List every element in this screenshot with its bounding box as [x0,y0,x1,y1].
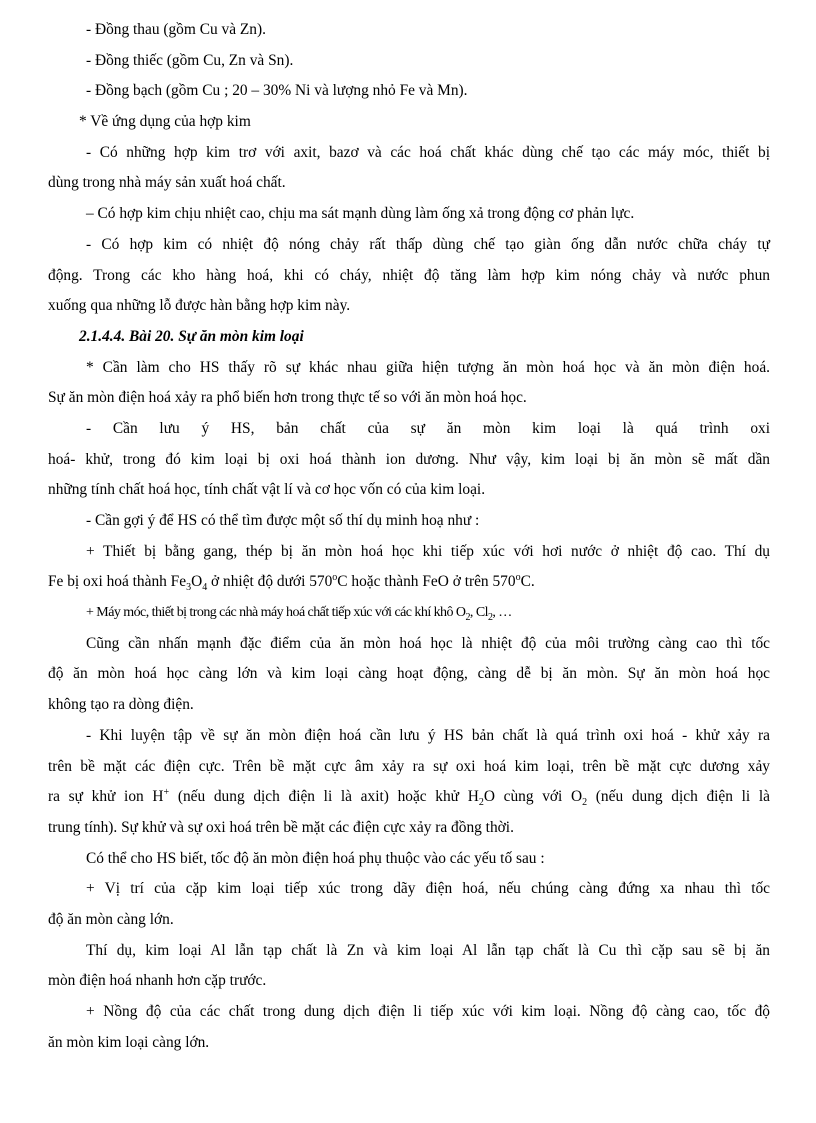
text-run: + Máy móc, thiết bị trong các nhà máy hoá chất tiếp xúc với các khí khô O [86,605,466,621]
paragraph-line: Thí dụ, kim loại Al lẫn tạp chất là Zn và kim loại Al lẫn tạp chất là Cu thì cặp sau sẽ bị ăn [86,941,770,959]
text-run: (nếu dung dịch điện li là [587,788,770,806]
subscript: 2 [582,797,588,809]
alloy-bronze-line: - Đồng thiếc (gồm Cu, Zn và Sn). [86,51,294,69]
text-run: , … [492,605,512,621]
paragraph-line: - Khi luyện tập về sự ăn mòn điện hoá cần lưu ý HS bản chất là quá trình oxi hoá - khử xảy ra [86,726,770,744]
superscript: o [332,572,338,584]
paragraph-line: trên bề mặt các điện cực. Trên bề mặt cực âm xảy ra sự oxi hoá kim loại, trên bề mặt cực dương xảy [48,757,770,775]
paragraph-line: Sự ăn mòn điện hoá xảy ra phổ biến hơn trong thực tế so với ăn mòn hoá học. [48,389,527,407]
paragraph-line: động. Trong các kho hàng hoá, khi có cháy, nhiệt độ tăng làm hợp kim nóng chảy và nước phun [48,266,770,284]
alloy-applications-heading: * Về ứng dụng của hợp kim [79,113,251,131]
paragraph-line: Cũng cần nhấn mạnh đặc điểm của ăn mòn hoá học là nhiệt độ của môi trường càng cao thì tốc [86,634,770,652]
paragraph-line: dùng trong nhà máy sản xuất hoá chất. [48,174,286,192]
paragraph-line: Có thể cho HS biết, tốc độ ăn mòn điện hoá phụ thuộc vào các yếu tố sau : [86,849,545,867]
paragraph-line: + Nồng độ của các chất trong dung dịch điện li tiếp xúc với kim loại. Nồng độ càng cao, tốc độ [86,1003,770,1020]
paragraph-line: mòn điện hoá nhanh hơn cặp trước. [48,972,267,990]
text-run: C hoặc thành FeO ở trên 570 [337,573,516,591]
superscript: + [163,787,170,799]
subscript: 4 [202,582,208,594]
subscript: 2 [465,611,470,623]
text-run: O cùng với O [483,788,583,806]
paragraph-line: độ ăn mòn hoá học càng lớn và kim loại càng hoạt động, càng dễ bị ăn mòn. Sự ăn mòn hoá học [48,665,770,683]
paragraph-line: – Có hợp kim chịu nhiệt cao, chịu ma sát mạnh dùng làm ống xả trong động cơ phản lực. [86,205,635,223]
text-run: C. [520,573,535,591]
paragraph-line: * Cần làm cho HS thấy rõ sự khác nhau giữa hiện tượng ăn mòn hoá học và ăn mòn điện hoá. [86,358,770,376]
paragraph-line: độ ăn mòn càng lớn. [48,910,174,928]
paragraph-line: xuống qua những lỗ được hàn bằng hợp kim này. [48,297,351,315]
text-run: Fe bị oxi hoá thành Fe [48,573,187,591]
formula-line-hydrogen [48,782,770,813]
subscript: 2 [487,611,493,623]
formula-line-machines [48,598,770,629]
paragraph-line: + Vị trí của cặp kim loại tiếp xúc trong dãy điện hoá, nếu chúng càng đứng xa nhau thì tốc [86,880,770,898]
paragraph-line: - Có những hợp kim trơ với axit, bazơ và các hoá chất khác dùng chế tạo các máy móc, thiết bị [86,143,770,161]
formula-line-fe [48,567,770,598]
paragraph-line: hoá- khử, trong đó kim loại bị oxi hoá thành ion dương. Như vậy, kim loại bị ăn mòn sẽ mất dần [48,450,770,468]
paragraph-line: + Thiết bị bằng gang, thép bị ăn mòn hoá học khi tiếp xúc với hơi nước ở nhiệt độ cao. Thí dụ [86,542,770,560]
text-run: O [191,573,203,591]
text-run: ở nhiệt độ dưới 570 [207,573,333,591]
alloy-cupronickel-line: - Đồng bạch (gồm Cu ; 20 – 30% Ni và lượng nhỏ Fe và Mn). [86,82,468,100]
text-run: (nếu dung dịch điện li là axit) hoặc khử H [169,788,479,806]
paragraph-line: không tạo ra dòng điện. [48,696,194,714]
paragraph-line: - Cần gợi ý để HS có thể tìm được một số thí dụ minh hoạ như : [86,512,480,529]
text-run: , Cl [469,605,488,621]
alloy-brass-line: - Đồng thau (gồm Cu và Zn). [86,21,266,38]
subscript: 3 [186,582,192,594]
paragraph-line: ăn mòn kim loại càng lớn. [48,1033,210,1051]
superscript: o [515,572,521,584]
paragraph-line: trung tính). Sự khử và sự oxi hoá trên bề mặt các điện cực xảy ra đồng thời. [48,818,514,836]
paragraph-line: - Có hợp kim có nhiệt độ nóng chảy rất thấp dùng chế tạo giàn ống dẫn nước chữa cháy tự [86,235,770,253]
text-run: ra sự khử ion H [48,788,164,806]
subscript: 2 [478,797,484,809]
paragraph-line: - Cần lưu ý HS, bản chất của sự ăn mòn kim loại là quá trình oxi [86,419,770,437]
section-heading: 2.1.4.4. Bài 20. Sự ăn mòn kim loại [79,327,304,345]
paragraph-line: những tính chất hoá học, tính chất vật lí và cơ học vốn có của kim loại. [48,481,486,499]
